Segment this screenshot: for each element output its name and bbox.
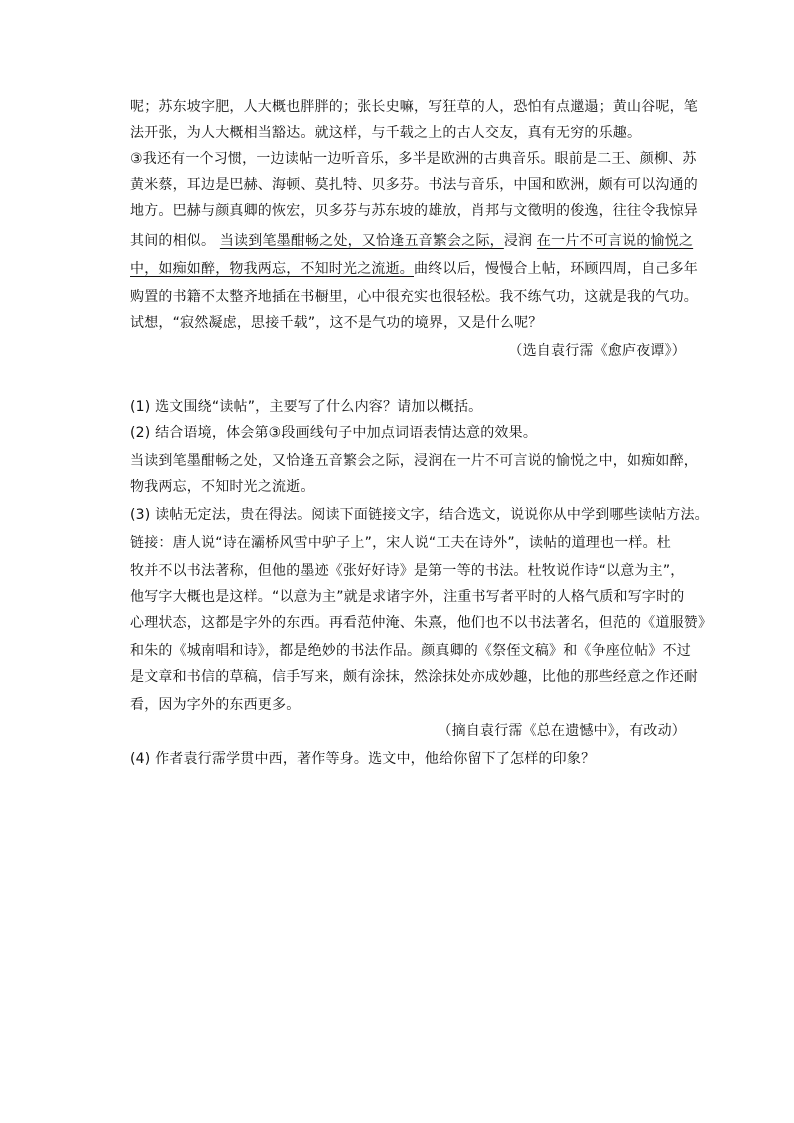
question-4: (4) 作者袁行霈学贯中西，著作等身。选文中，他给你留下了怎样的印象？	[130, 751, 596, 767]
passage-line-2: 法开张，为人大概相当豁达。就这样，与千载之上的古人交友，真有无穷的乐趣。	[130, 125, 642, 141]
underlined-sentence: 在一片不可言说的愉悦之	[536, 233, 694, 249]
passage-line-3: ③我还有一个习惯，一边读帖一边听音乐，多半是欧洲的古典音乐。眼前是二王、颜柳、苏	[130, 151, 697, 167]
underlined-sentence: 当读到笔墨酣畅之处，又恰逢五音繁会之际，	[219, 233, 504, 249]
passage-line-4: 黄米蔡，耳边是巴赫、海顿、莫扎特、贝多芬。书法与音乐，中国和欧洲，颇有可以沟通的	[130, 177, 698, 193]
question-2-quote-line-1: 当读到笔墨酣畅之处，又恰逢五音繁会之际，浸润在一片不可言说的愉悦之中，如痴如醉，	[130, 453, 698, 469]
question-3: (3) 读帖无定法，贵在得法。阅读下面链接文字，结合选文，说说你从中学到哪些读帖方法。	[130, 507, 709, 523]
text-segment: 其间的相似。	[130, 233, 216, 249]
link-line-7: 看，因为字外的东西更多。	[130, 697, 301, 713]
passage-line-9: 试想，“寂然凝虑，思接千载”，这不是气功的境界，又是什么呢？	[130, 315, 543, 331]
underlined-sentence: 中，如痴如醉，物我两忘，不知时光之流逝。	[130, 261, 414, 277]
question-2: (2) 结合语境，体会第③段画线句子中加点词语表情达意的效果。	[130, 425, 538, 441]
question-1: (1) 选文围绕“读帖”，主要写了什么内容？请加以概括。	[130, 399, 483, 415]
text-segment: 曲终以后，慢慢合上帖，环顾四周，自己多年	[414, 261, 698, 277]
passage-line-1: 呢；苏东坡字肥，人大概也胖胖的；张长史嘛，写狂草的人，恐怕有点邋遢；黄山谷呢，笔	[130, 99, 698, 115]
passage-line-6	[130, 228, 694, 254]
passage-source: （选自袁行霈《愈庐夜谭》）	[508, 343, 686, 359]
link-line-5: 和朱的《城南唱和诗》，都是绝妙的书法作品。颜真卿的《祭侄文稿》和《争座位帖》不过	[130, 643, 691, 659]
passage-line-7	[130, 256, 698, 282]
link-line-4: 心理状态，这都是字外的东西。再看范仲淹、朱熹，他们也不以书法著名，但范的《道服赞》	[130, 615, 713, 631]
emphasis-word: 浸润	[503, 233, 533, 249]
passage-line-8: 购置的书籍不太整齐地插在书橱里，心中很充实也很轻松。我不练气功，这就是我的气功。	[130, 289, 698, 305]
link-source: （摘自袁行霈《总在遗憾中》，有改动）	[437, 723, 686, 739]
question-2-quote-line-2: 物我两忘，不知时光之流逝。	[130, 479, 315, 495]
link-line-6: 是文章和书信的草稿，信手写来，颇有涂抹，然涂抹处亦成妙趣，比他的那些经意之作还耐	[130, 669, 698, 685]
link-line-1: 链接：唐人说“诗在灞桥风雪中驴子上”，宋人说“工夫在诗外”，读帖的道理也一样。杜	[130, 535, 672, 551]
link-line-3: 他写字大概也是这样。“以意为主”就是求诸字外，注重书写者平时的人格气质和写字时的	[130, 589, 685, 605]
link-line-2: 牧并不以书法著称，但他的墨迹《张好好诗》是第一等的书法。杜牧说作诗“以意为主”，	[130, 563, 685, 579]
passage-line-5: 地方。巴赫与颜真卿的恢宏，贝多芬与苏东坡的雄放，肖邦与文徵明的俊逸，往往令我惊异	[130, 203, 698, 219]
